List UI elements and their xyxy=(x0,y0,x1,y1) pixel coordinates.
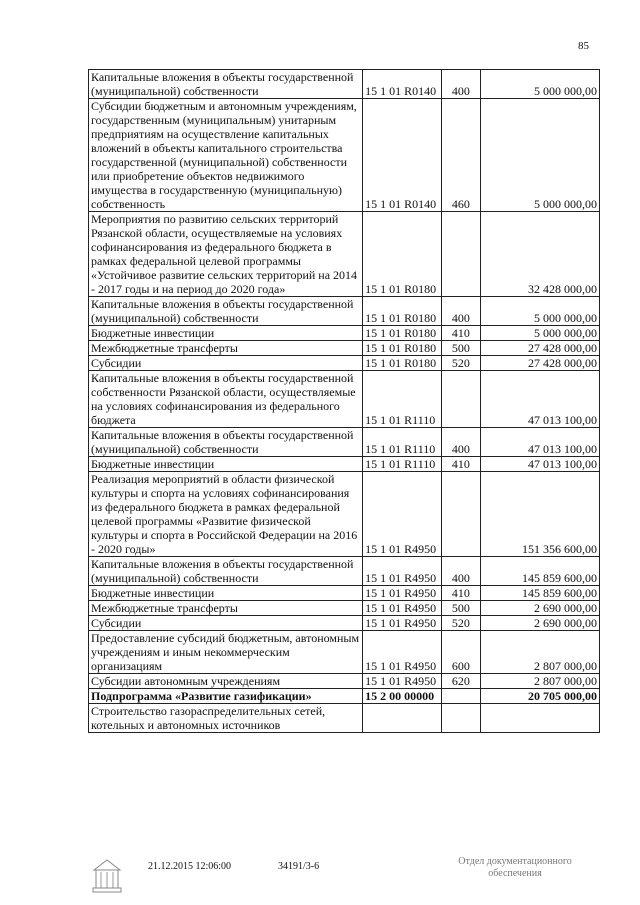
row-code-cell: 15 1 01 R4950 xyxy=(363,674,442,689)
row-name-cell: Капитальные вложения в объекты государственной (муниципальной) собственности xyxy=(89,297,363,326)
row-code-cell: 15 1 01 R1110 xyxy=(363,428,442,457)
row-sum-cell xyxy=(481,704,600,733)
table-row xyxy=(89,704,600,733)
row-code-cell: 15 1 01 R0180 xyxy=(363,356,442,371)
table-row xyxy=(89,674,600,689)
table-row xyxy=(89,70,600,99)
row-kind-cell xyxy=(441,689,480,704)
row-sum-cell: 47 013 100,00 xyxy=(481,371,600,428)
row-sum-cell: 5 000 000,00 xyxy=(481,99,600,212)
row-code-cell: 15 1 01 R4950 xyxy=(363,586,442,601)
row-name-cell: Реализация мероприятий в области физической культуры и спорта на условиях софинансирования из федерального бюджета в рамках федеральной целевой программы «Развитие физической культуры и спорта в Российской Федерации на 2016 - 2020 годы» xyxy=(89,472,363,557)
budget-table-body xyxy=(89,70,600,733)
row-code-cell: 15 2 00 00000 xyxy=(363,689,442,704)
row-name-cell: Предоставление субсидий бюджетным, автономным учреждениям и иным некоммерческим организациям xyxy=(89,631,363,674)
row-kind-cell: 500 xyxy=(441,341,480,356)
row-sum-cell: 2 807 000,00 xyxy=(481,674,600,689)
row-sum-cell: 151 356 600,00 xyxy=(481,472,600,557)
row-name-cell: Капитальные вложения в объекты государственной собственности Рязанской области, осуществляемые на условиях софинансирования из федерального бюджета xyxy=(89,371,363,428)
row-kind-cell xyxy=(441,371,480,428)
row-kind-cell: 410 xyxy=(441,457,480,472)
row-code-cell: 15 1 01 R4950 xyxy=(363,557,442,586)
row-kind-cell xyxy=(441,472,480,557)
table-row xyxy=(89,326,600,341)
table-row xyxy=(89,616,600,631)
row-sum-cell: 27 428 000,00 xyxy=(481,356,600,371)
table-row xyxy=(89,457,600,472)
row-kind-cell: 400 xyxy=(441,557,480,586)
row-name-cell: Субсидии автономным учреждениям xyxy=(89,674,363,689)
row-name-cell: Строительство газораспределительных сетей, котельных и автономных источников xyxy=(89,704,363,733)
row-code-cell: 15 1 01 R1110 xyxy=(363,371,442,428)
row-name-cell: Межбюджетные трансферты xyxy=(89,341,363,356)
footer-department xyxy=(440,856,590,880)
row-sum-cell: 5 000 000,00 xyxy=(481,326,600,341)
table-row xyxy=(89,557,600,586)
row-kind-cell xyxy=(441,704,480,733)
row-code-cell: 15 1 01 R4950 xyxy=(363,631,442,674)
building-logo-icon xyxy=(92,858,122,894)
footer-department-line2: обеспечения xyxy=(488,868,542,879)
table-row xyxy=(89,631,600,674)
page-number: 85 xyxy=(578,40,589,52)
row-kind-cell: 520 xyxy=(441,356,480,371)
row-kind-cell: 520 xyxy=(441,616,480,631)
row-code-cell: 15 1 01 R0140 xyxy=(363,99,442,212)
row-sum-cell: 2 807 000,00 xyxy=(481,631,600,674)
row-code-cell: 15 1 01 R4950 xyxy=(363,601,442,616)
table-row xyxy=(89,472,600,557)
budget-table xyxy=(88,69,600,733)
row-kind-cell: 500 xyxy=(441,601,480,616)
table-row xyxy=(89,586,600,601)
footer-department-line1: Отдел документационного xyxy=(458,856,572,867)
row-name-cell: Капитальные вложения в объекты государственной (муниципальной) собственности xyxy=(89,428,363,457)
row-kind-cell: 400 xyxy=(441,297,480,326)
footer-date: 21.12.2015 12:06:00 xyxy=(148,861,232,872)
row-name-cell: Бюджетные инвестиции xyxy=(89,586,363,601)
row-code-cell: 15 1 01 R4950 xyxy=(363,472,442,557)
footer-doc-number: 34191/3-6 xyxy=(278,861,320,872)
table-row xyxy=(89,99,600,212)
table-row xyxy=(89,297,600,326)
row-name-cell: Бюджетные инвестиции xyxy=(89,457,363,472)
row-name-cell: Капитальные вложения в объекты государственной (муниципальной) собственности xyxy=(89,557,363,586)
row-sum-cell: 2 690 000,00 xyxy=(481,616,600,631)
row-kind-cell: 400 xyxy=(441,70,480,99)
row-kind-cell: 460 xyxy=(441,99,480,212)
row-name-cell: Мероприятия по развитию сельских территорий Рязанской области, осуществляемые на условиях софинансирования из федерального бюджета в рамках федеральной целевой программы «Устойчивое развитие сельских территорий на 2014 - 2017 годы и на период до 2020 года» xyxy=(89,212,363,297)
table-row xyxy=(89,689,600,704)
row-sum-cell: 5 000 000,00 xyxy=(481,70,600,99)
row-name-cell: Субсидии xyxy=(89,356,363,371)
row-code-cell xyxy=(363,704,442,733)
row-sum-cell: 145 859 600,00 xyxy=(481,586,600,601)
row-sum-cell: 47 013 100,00 xyxy=(481,428,600,457)
row-name-cell: Межбюджетные трансферты xyxy=(89,601,363,616)
row-kind-cell: 410 xyxy=(441,326,480,341)
row-kind-cell: 400 xyxy=(441,428,480,457)
row-code-cell: 15 1 01 R0180 xyxy=(363,212,442,297)
row-sum-cell: 20 705 000,00 xyxy=(481,689,600,704)
row-code-cell: 15 1 01 R0180 xyxy=(363,297,442,326)
table-row xyxy=(89,371,600,428)
row-code-cell: 15 1 01 R1110 xyxy=(363,457,442,472)
row-code-cell: 15 1 01 R0140 xyxy=(363,70,442,99)
row-name-cell: Подпрограмма «Развитие газификации» xyxy=(89,689,363,704)
table-row xyxy=(89,356,600,371)
row-kind-cell: 620 xyxy=(441,674,480,689)
table-row xyxy=(89,601,600,616)
row-kind-cell: 600 xyxy=(441,631,480,674)
row-code-cell: 15 1 01 R0180 xyxy=(363,341,442,356)
row-name-cell: Бюджетные инвестиции xyxy=(89,326,363,341)
row-kind-cell xyxy=(441,212,480,297)
row-sum-cell: 5 000 000,00 xyxy=(481,297,600,326)
row-sum-cell: 32 428 000,00 xyxy=(481,212,600,297)
row-sum-cell: 47 013 100,00 xyxy=(481,457,600,472)
table-row xyxy=(89,428,600,457)
row-sum-cell: 145 859 600,00 xyxy=(481,557,600,586)
table-row xyxy=(89,341,600,356)
row-name-cell: Капитальные вложения в объекты государственной (муниципальной) собственности xyxy=(89,70,363,99)
row-sum-cell: 2 690 000,00 xyxy=(481,601,600,616)
page-footer xyxy=(0,852,640,902)
row-name-cell: Субсидии xyxy=(89,616,363,631)
row-name-cell: Субсидии бюджетным и автономным учреждениям, государственным (муниципальным) унитарным предприятиям на осуществление капитальных вложений в объекты капитального строительства государственной (муниципальной) собственности или приобретение объектов недвижимого имущества в государственную (муниципальную) собственность xyxy=(89,99,363,212)
row-sum-cell: 27 428 000,00 xyxy=(481,341,600,356)
table-row xyxy=(89,212,600,297)
row-kind-cell: 410 xyxy=(441,586,480,601)
row-code-cell: 15 1 01 R0180 xyxy=(363,326,442,341)
row-code-cell: 15 1 01 R4950 xyxy=(363,616,442,631)
